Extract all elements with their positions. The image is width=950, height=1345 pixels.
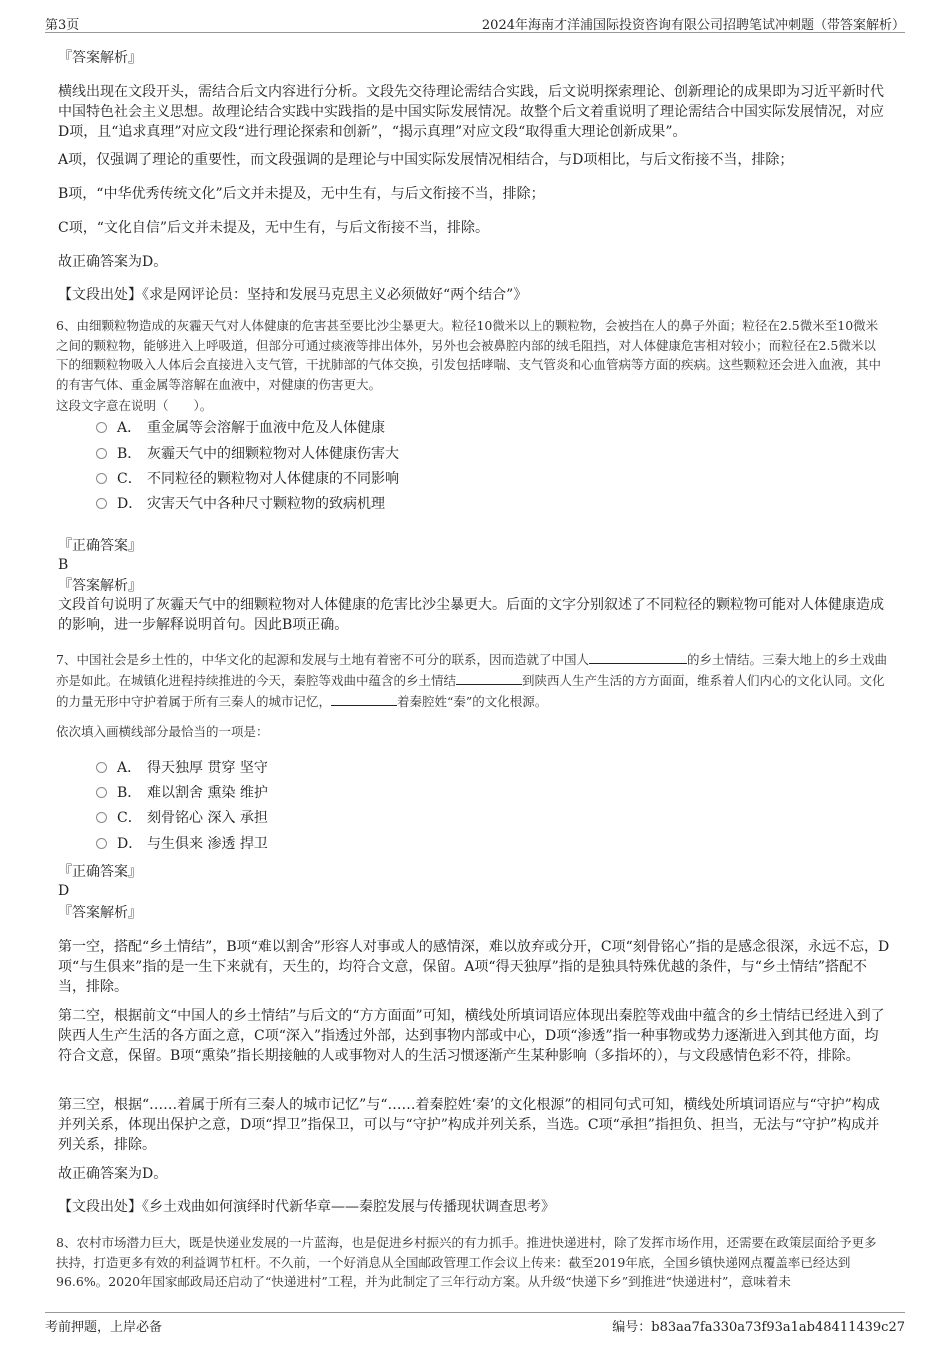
q5-analysis-p2: A项，仅强调了理论的重要性，而文段强调的是理论与中国实际发展情况相结合，与D项相比，与后文衔接不当，排除； bbox=[58, 152, 794, 168]
q6-stem: 6、由细颗粒物造成的灰霾天气对人体健康的危害甚至要比沙尘暴更大。粒径10微米以上的颗粒物，会被挡在人的鼻子外面；粒径在2.5微米至10微米之间的颗粒物，能够进入上呼吸道，但部分可通过痰液等排出体外，另外也会被鼻腔内部的绒毛阻挡，对人体健康危害相对较小；而粒径在2.5微米以下的细颗粒物吸入人体后会直接进入支气管，干扰肺部的气体交换，引发包括哮喘、支气管炎和心血管病等方面的疾病。这些颗粒还会进入血液，其中的有害气体、重金属等溶解在血液中，对健康的伤害更大。 bbox=[56, 318, 882, 392]
q7-source: 【文段出处】《乡土戏曲如何演绎时代新华章——秦腔发展与传播现状调查思考》 bbox=[58, 1199, 555, 1215]
q6-option-a[interactable]: A． 重金属等会溶解于血液中危及人体健康 bbox=[96, 418, 385, 438]
q7-analysis-p3: 第三空，根据“……着属于所有三秦人的城市记忆”与“……着秦腔姓‘秦’的文化根源”的相同句式可知，横线处所填词语应与“守护”构成并列关系，体现出保护之意，D项“捍卫”指保卫，可以与“守护”构成并列关系，当选。C项“承担”指担负、担当，无法与“守护”构成并列关系，排除。 bbox=[58, 1097, 880, 1153]
blank-3 bbox=[331, 691, 397, 706]
page-footer bbox=[45, 1312, 905, 1335]
page-number: 第3页 bbox=[45, 18, 80, 33]
q7-answer: D bbox=[58, 883, 70, 899]
q7-option-a[interactable]: A． 得天独厚 贯穿 坚守 bbox=[96, 758, 268, 778]
q7-analysis-label: 『答案解析』 bbox=[58, 905, 142, 921]
blank-1 bbox=[589, 649, 687, 664]
q7-answer-label: 『正确答案』 bbox=[58, 864, 142, 880]
radio-icon[interactable] bbox=[96, 422, 107, 433]
q5-source: 【文段出处】《求是网评论员：坚持和发展马克思主义必须做好“两个结合”》 bbox=[58, 287, 528, 303]
q7-stem: 7、中国社会是乡土性的，中华文化的起源和发展与土地有着密不可分的联系，因而造就了中国人 的乡土情结。三秦大地上的乡土戏曲亦是如此。在城镇化进程持续推进的今天，秦腔等戏曲中蕴含的乡土情结 到陕西人生产生活的方方面面，维系着人们内心的文化认同。文化的力量无形中守护着属于所有三秦人的城市记忆， 着秦腔姓“秦”的文化根源。 bbox=[56, 649, 888, 712]
q6-option-b[interactable]: B． 灰霾天气中的细颗粒物对人体健康伤害大 bbox=[96, 444, 399, 464]
footer-slogan: 考前押题，上岸必备 bbox=[45, 1320, 163, 1335]
q7-option-c[interactable]: C． 刻骨铭心 深入 承担 bbox=[96, 808, 268, 828]
q5-analysis-label: 『答案解析』 bbox=[58, 50, 142, 66]
document-code: 编号：b83aa7fa330a73f93a1ab48411439c27 bbox=[612, 1320, 905, 1335]
radio-icon[interactable] bbox=[96, 762, 107, 773]
q5-conclusion: 故正确答案为D。 bbox=[58, 254, 168, 270]
q7-question: 依次填入画横线部分最恰当的一项是： bbox=[56, 724, 269, 739]
radio-icon[interactable] bbox=[96, 473, 107, 484]
q5-analysis-p3: B项，“中华优秀传统文化”后文并未提及，无中生有，与后文衔接不当，排除； bbox=[58, 186, 545, 202]
q6-answer-label: 『正确答案』 bbox=[58, 538, 142, 554]
radio-icon[interactable] bbox=[96, 838, 107, 849]
q8-stem: 8、农村市场潜力巨大，既是快递业发展的一片蓝海，也是促进乡村振兴的有力抓手。推进快递进村，除了发挥市场作用，还需要在政策层面给予更多扶持，打造更多有效的利益调节杠杆。不久前，一个好消息从全国邮政管理工作会议上传来：截至2019年底，全国乡镇快递网点覆盖率已经达到96.6%。2020年国家邮政局还启动了“快递进村”工程，并为此制定了三年行动方案。从升级“快递下乡”到推进“快递进村”，意味着未 bbox=[56, 1235, 877, 1289]
blank-2 bbox=[456, 670, 522, 685]
q6-answer: B bbox=[58, 557, 69, 573]
radio-icon[interactable] bbox=[96, 498, 107, 509]
q7-analysis-p2: 第二空，根据前文“中国人的乡土情结”与后文的“方方面面”可知，横线处所填词语应体现出秦腔等戏曲中蕴含的乡土情结已经进入到了陕西人生产生活的各方面之意，C项“深入”指透过外部，达到事物内部或中心，D项“渗透”指一种事物或势力逐渐进入到其他方面，均符合文意，保留。B项“熏染”指长期接触的人或事物对人的生活习惯逐渐产生某种影响（多指坏的），与文段感情色彩不符，排除。 bbox=[58, 1008, 885, 1064]
radio-icon[interactable] bbox=[96, 448, 107, 459]
radio-icon[interactable] bbox=[96, 812, 107, 823]
q7-option-b[interactable]: B． 难以割舍 熏染 维护 bbox=[96, 783, 268, 803]
q7-option-d[interactable]: D． 与生俱来 渗透 捍卫 bbox=[96, 834, 268, 854]
radio-icon[interactable] bbox=[96, 787, 107, 798]
page-header bbox=[45, 12, 905, 33]
q6-analysis: 文段首句说明了灰霾天气中的细颗粒物对人体健康的危害比沙尘暴更大。后面的文字分别叙述了不同粒径的颗粒物可能对人体健康造成的影响，进一步解释说明首句。因此B项正确。 bbox=[58, 597, 884, 633]
q6-option-c[interactable]: C． 不同粒径的颗粒物对人体健康的不同影响 bbox=[96, 469, 399, 489]
q6-analysis-label: 『答案解析』 bbox=[58, 578, 142, 594]
q7-analysis-p1: 第一空，搭配“乡土情结”，B项“难以割舍”形容人对事或人的感情深，难以放弃或分开，C项“刻骨铭心”指的是感念很深，永远不忘，D项“与生俱来”指的是一生下来就有，天生的，均符合文意，保留。A项“得天独厚”指的是独具特殊优越的条件，与“乡土情结”搭配不当，排除。 bbox=[58, 939, 890, 995]
q7-conclusion: 故正确答案为D。 bbox=[58, 1166, 168, 1182]
q6-option-d[interactable]: D． 灾害天气中各种尺寸颗粒物的致病机理 bbox=[96, 494, 385, 514]
q5-analysis-p1: 横线出现在文段开头，需结合后文内容进行分析。文段先交待理论需结合实践，后文说明探索理论、创新理论的成果即为习近平新时代中国特色社会主义思想。故理论结合实践中实践指的是中国实际发展情况。故整个后文着重说明了理论需结合中国实际发展情况，对应D项，且“追求真理”对应文段“进行理论探索和创新”，“揭示真理”对应文段“取得重大理论创新成果”。 bbox=[58, 84, 884, 140]
q5-analysis-p4: C项，“文化自信”后文并未提及，无中生有，与后文衔接不当，排除。 bbox=[58, 220, 490, 236]
document-title: 2024年海南才洋浦国际投资咨询有限公司招聘笔试冲刺题（带答案解析） bbox=[481, 18, 905, 33]
q6-question: 这段文字意在说明（ ）。 bbox=[56, 398, 213, 413]
